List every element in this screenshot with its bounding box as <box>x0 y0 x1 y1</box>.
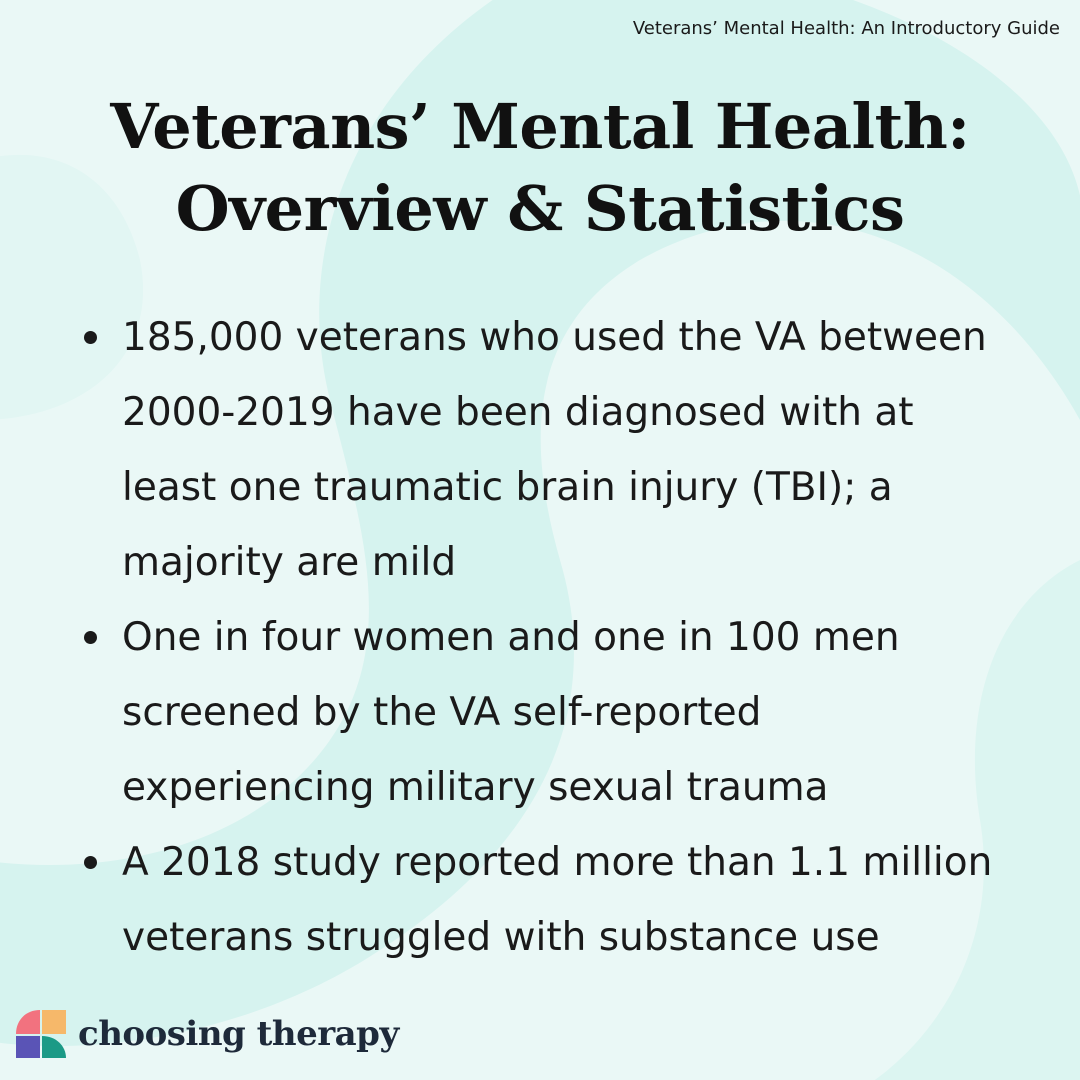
header-caption: Veterans’ Mental Health: An Introductory Guide <box>632 18 1060 39</box>
statistics-list <box>84 300 1044 975</box>
bullet-icon <box>84 856 97 869</box>
brand <box>14 1008 399 1060</box>
bullet-line: screened by the VA self-reported <box>122 690 762 735</box>
statistic-item-mst <box>84 600 1044 825</box>
bullet-line: One in four women and one in 100 men <box>122 615 900 660</box>
bullet-line: majority are mild <box>122 540 457 585</box>
choosing-therapy-logo-icon <box>14 1008 68 1060</box>
title-line-1: Veterans’ Mental Health: <box>110 90 970 163</box>
bullet-line: experiencing military sexual trauma <box>122 765 829 810</box>
bullet-line: 2000-2019 have been diagnosed with at <box>122 390 914 435</box>
bullet-line: 185,000 veterans who used the VA between <box>122 315 987 360</box>
statistic-item-tbi <box>84 300 1044 600</box>
page-title <box>0 86 1080 250</box>
statistic-item-substance-use <box>84 825 1044 975</box>
brand-name: choosing therapy <box>78 1014 399 1054</box>
bullet-line: least one traumatic brain injury (TBI); a <box>122 465 893 510</box>
bullet-icon <box>84 631 97 644</box>
title-line-2: Overview & Statistics <box>175 172 905 245</box>
bullet-line: A 2018 study reported more than 1.1 million <box>122 840 993 885</box>
bullet-line: veterans struggled with substance use <box>122 915 880 960</box>
bullet-icon <box>84 331 97 344</box>
